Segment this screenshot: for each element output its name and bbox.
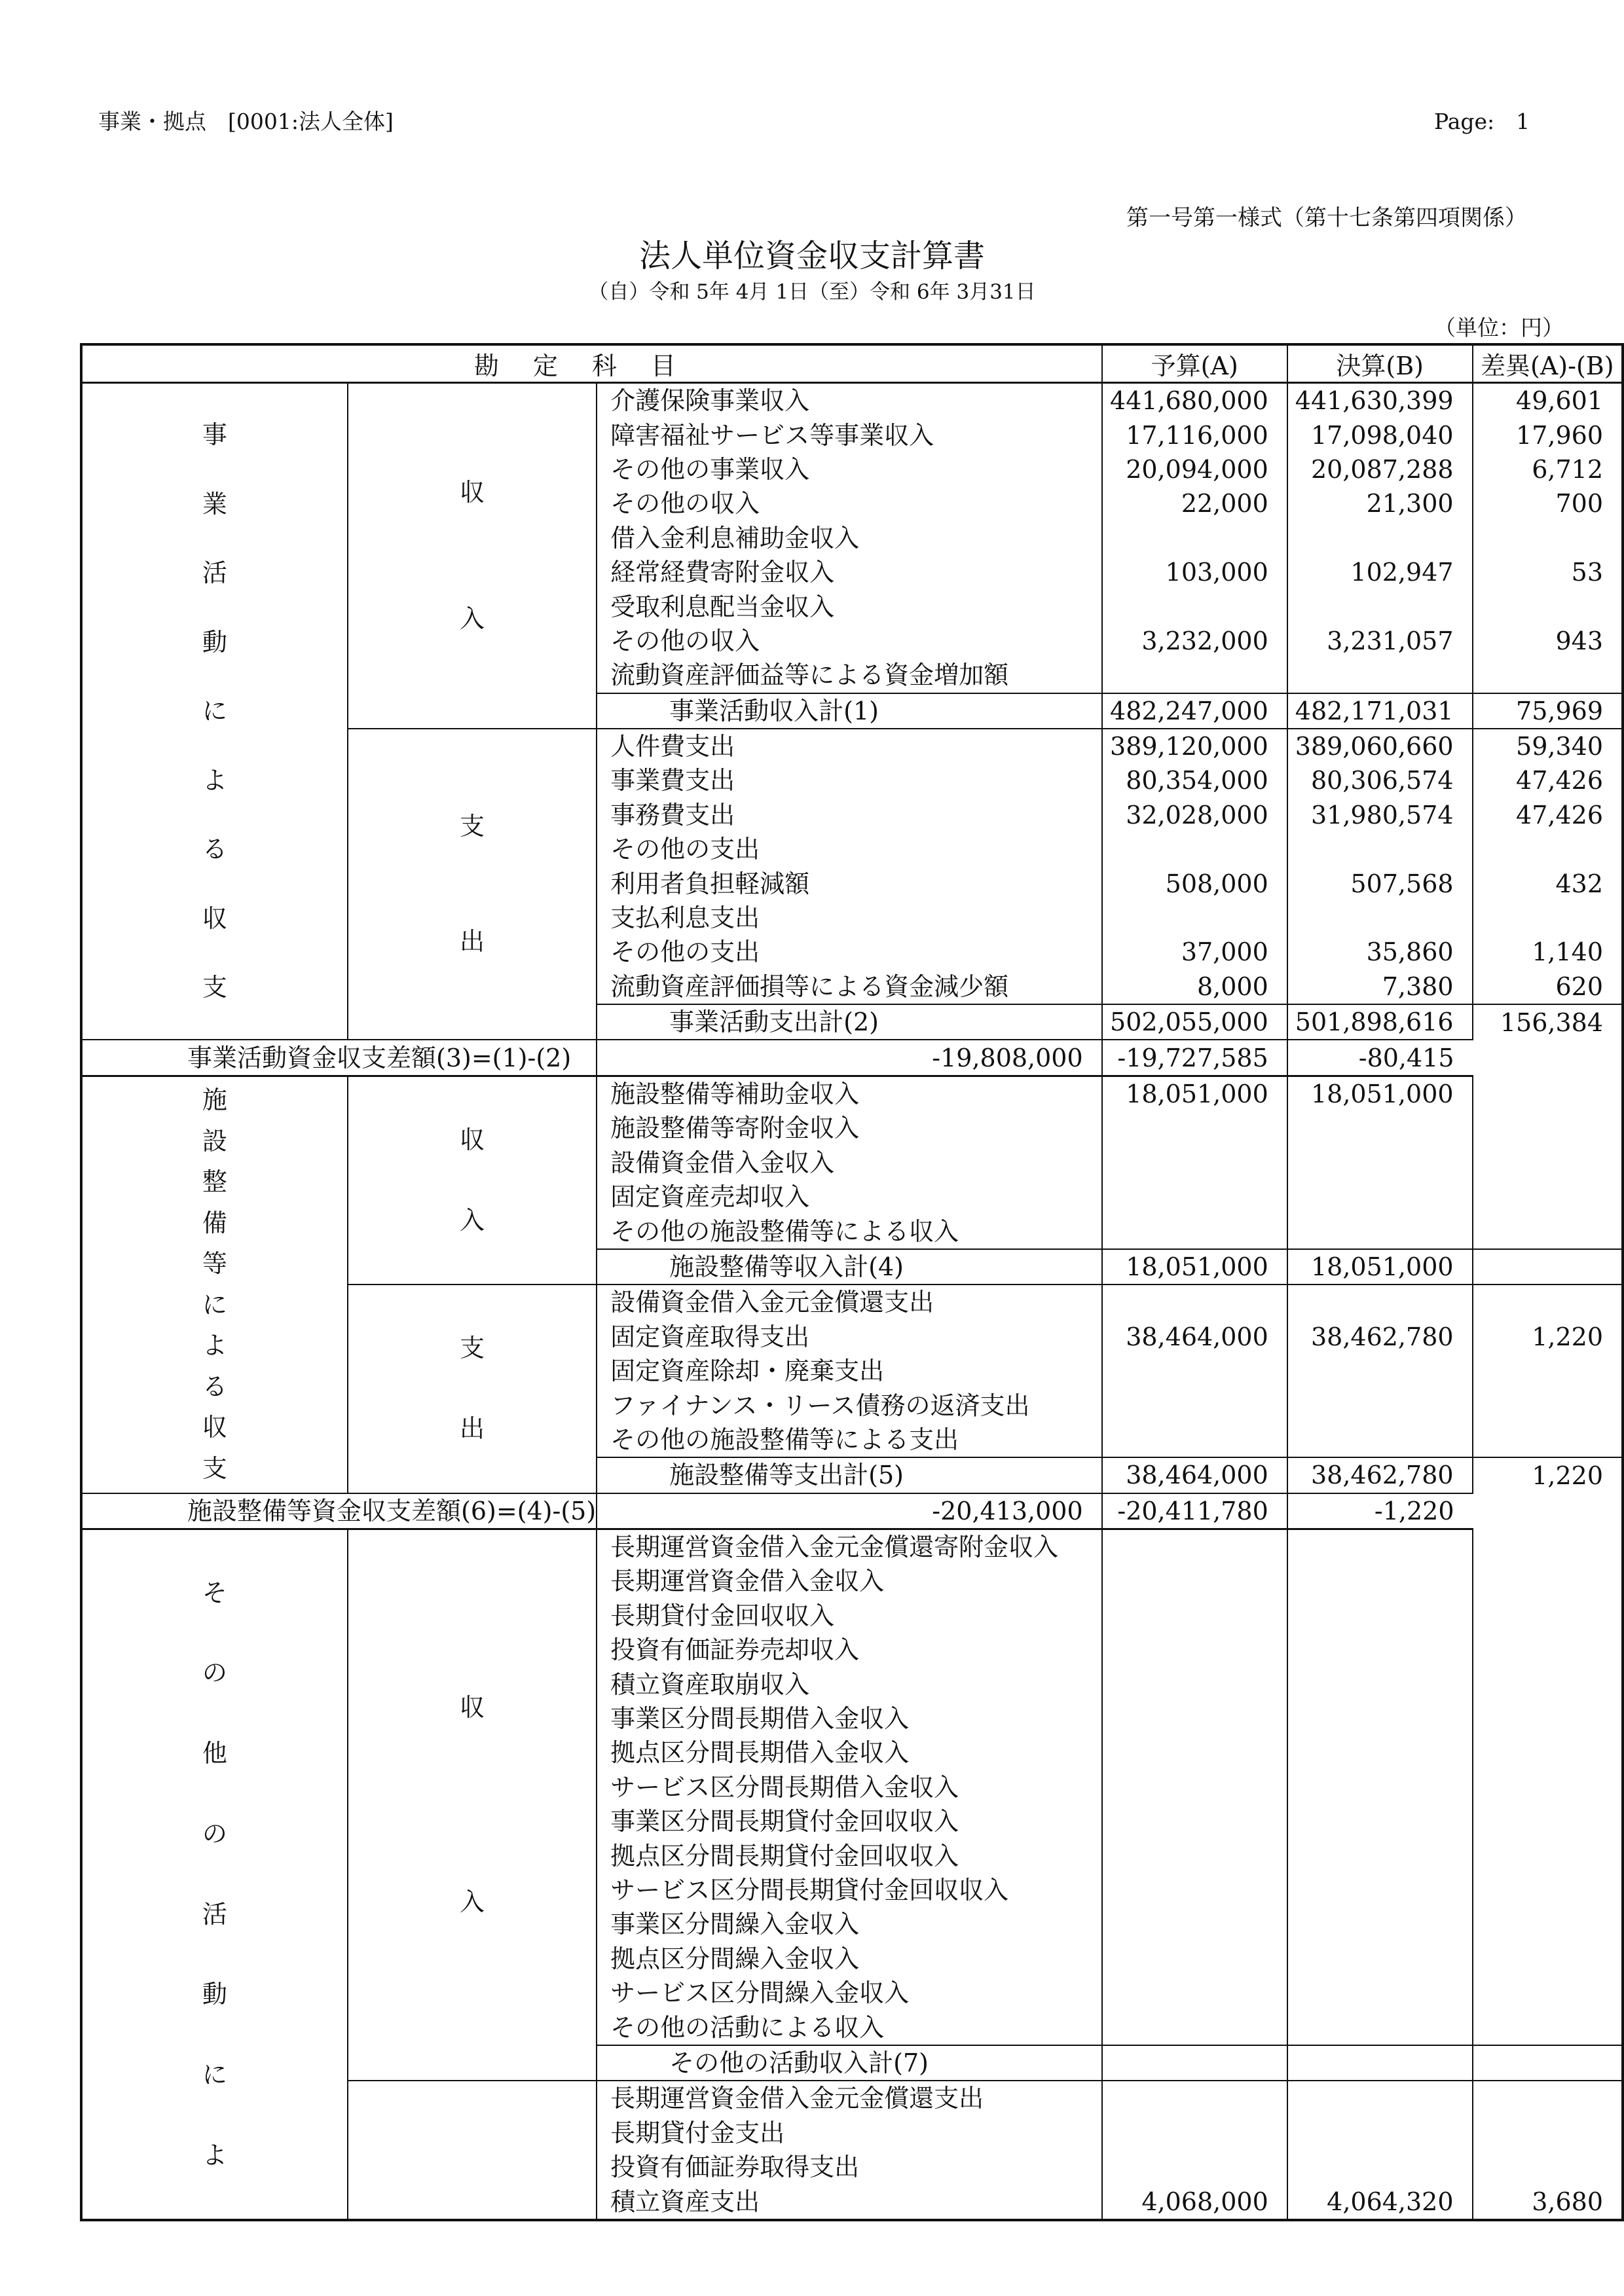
actual-value: [1287, 1146, 1473, 1180]
line-item-label: 事業区分間繰入金収入: [610, 1910, 860, 1939]
income-label-char: 入: [459, 604, 485, 633]
difference-value: [1473, 1976, 1623, 2010]
line-item-label: 施設整備等寄附金収入: [610, 1114, 860, 1143]
section-operating-label-char: 活: [202, 558, 227, 588]
budget-value: 20,094,000: [1102, 452, 1287, 486]
actual-value: [1287, 521, 1473, 555]
difference-value: [1473, 1564, 1623, 1598]
line-item-label: 受取利息配当金収入: [610, 592, 835, 621]
section-operating-label-char: 業: [202, 489, 227, 519]
budget-value: [1102, 2150, 1287, 2184]
table-row: [81, 1076, 1623, 1111]
line-item-label: その他の支出: [610, 835, 760, 864]
difference-value: [1473, 1180, 1623, 1214]
budget-value: 508,000: [1102, 866, 1287, 900]
budget-value: 389,120,000: [1102, 729, 1287, 763]
actual-value: 4,064,320: [1287, 2184, 1473, 2219]
section-facility-label-char: よ: [202, 1331, 227, 1360]
line-item-label: 流動資産評価益等による資金増加額: [610, 661, 1009, 690]
section-facility-label-char: 収: [202, 1413, 227, 1442]
unit-label: （単位：円）: [1434, 315, 1564, 340]
table-row: [81, 1529, 1623, 1564]
difference-value: [1473, 901, 1623, 935]
actual-value: [1287, 1214, 1473, 1248]
actual-value: [1287, 1388, 1473, 1422]
actual-value: 38,462,780: [1287, 1320, 1473, 1354]
budget-value: [1102, 832, 1287, 866]
expense-label-char: 出: [459, 926, 485, 956]
budget-value: [1102, 901, 1287, 935]
difference-value: 3,680: [1473, 2184, 1623, 2219]
budget-value: [1102, 1838, 1287, 1872]
line-item-label: 事務費支出: [610, 800, 735, 829]
difference-value: [1473, 832, 1623, 866]
budget-value: [1102, 1633, 1287, 1667]
actual-value: 501,898,616: [1287, 1004, 1473, 1040]
line-item-label: 支払利息支出: [610, 903, 760, 933]
section-other-label-char: そ: [202, 1578, 227, 1607]
line-item-label: その他の施設整備等による支出: [610, 1425, 959, 1454]
section-facility-label: [81, 1076, 348, 1493]
difference-value: 620: [1473, 970, 1623, 1004]
actual-value: 389,060,660: [1287, 729, 1473, 763]
difference-value: 1,220: [1473, 1457, 1623, 1493]
section-other-label-char: よ: [202, 2140, 227, 2170]
actual-value: 21,300: [1287, 486, 1473, 520]
section-facility-label-char: 備: [202, 1208, 227, 1237]
subtotal-label: 事業活動支出計(2): [597, 1004, 1102, 1040]
actual-value: [1287, 2116, 1473, 2150]
actual-value: [1287, 1180, 1473, 1214]
line-item-label: 事業費支出: [610, 766, 735, 795]
difference-value: 1,140: [1473, 935, 1623, 969]
expense-label-char: 支: [459, 812, 485, 841]
line-item-label: 借入金利息補助金収入: [610, 523, 860, 553]
actual-value: 507,568: [1287, 866, 1473, 900]
actual-value: [1287, 1354, 1473, 1388]
difference-value: [1473, 1770, 1623, 1804]
line-item-label: 固定資産売却収入: [610, 1182, 810, 1212]
income-label: [348, 383, 597, 729]
line-item-label: 拠点区分間長期貸付金回収収入: [610, 1841, 959, 1870]
difference-value: [1473, 2010, 1623, 2045]
budget-value: 4,068,000: [1102, 2184, 1287, 2219]
actual-value: 35,860: [1287, 935, 1473, 969]
difference-value: 700: [1473, 486, 1623, 520]
budget-value: 502,055,000: [1102, 1004, 1287, 1040]
budget-value: [1102, 1702, 1287, 1736]
difference-value: 59,340: [1473, 729, 1623, 763]
difference-value: [1473, 1111, 1623, 1145]
actual-value: [1287, 1804, 1473, 1838]
budget-value: -19,808,000: [597, 1040, 1102, 1076]
difference-value: [1473, 1873, 1623, 1907]
budget-value: 3,232,000: [1102, 624, 1287, 658]
line-item-label: その他の支出: [610, 938, 760, 967]
column-header-budget: 予算(A): [1102, 344, 1287, 383]
budget-value: [1102, 1354, 1287, 1388]
budget-value: 18,051,000: [1102, 1249, 1287, 1285]
actual-value: 38,462,780: [1287, 1457, 1473, 1493]
difference-value: [1473, 589, 1623, 623]
difference-value: [1473, 2116, 1623, 2150]
line-item-label: 長期貸付金支出: [610, 2118, 785, 2147]
actual-value: 20,087,288: [1287, 452, 1473, 486]
subtotal-label: その他の活動収入計(7): [597, 2045, 1102, 2081]
facility-difference-row: [81, 1493, 1623, 1529]
expense-label-char: 支: [459, 1334, 485, 1363]
section-facility-label-char: に: [202, 1290, 227, 1319]
line-item-label: 施設整備等補助金収入: [610, 1080, 860, 1108]
line-item-label: ファイナンス・リース債務の返済支出: [610, 1391, 1030, 1420]
actual-value: [1287, 1423, 1473, 1457]
line-item-label: 経常経費寄附金収入: [610, 558, 835, 587]
actual-value: [1287, 1702, 1473, 1736]
budget-value: 441,680,000: [1102, 383, 1287, 418]
difference-value: -80,415: [1287, 1040, 1473, 1076]
line-item-label: 利用者負担軽減額: [610, 869, 810, 898]
section-other-label-char: 他: [202, 1739, 227, 1768]
expense-label-char: 出: [459, 1414, 485, 1444]
budget-value: [1102, 1529, 1287, 1564]
budget-value: 22,000: [1102, 486, 1287, 520]
difference-value: [1473, 1388, 1623, 1422]
difference-value: [1473, 2150, 1623, 2184]
actual-value: 482,171,031: [1287, 693, 1473, 729]
section-operating-label-char: 事: [202, 420, 227, 450]
line-item-label: その他の事業収入: [610, 454, 810, 484]
budget-value: [1102, 1111, 1287, 1145]
line-item-label: その他の施設整備等による収入: [610, 1216, 959, 1246]
difference-value: [1473, 1146, 1623, 1180]
difference-value: -1,220: [1287, 1493, 1473, 1529]
difference-value: [1473, 1076, 1623, 1111]
subtotal-label: 施設整備等支出計(5): [597, 1457, 1102, 1493]
difference-value: [1473, 1804, 1623, 1838]
line-item-label: 固定資産除却・廃棄支出: [610, 1357, 885, 1386]
actual-value: [1287, 1564, 1473, 1598]
difference-value: [1473, 1838, 1623, 1872]
line-item-label: 長期運営資金借入金収入: [610, 1567, 885, 1596]
line-item-label: サービス区分間長期貸付金回収収入: [610, 1875, 1009, 1904]
actual-value: [1287, 658, 1473, 693]
budget-value: [1102, 1599, 1287, 1633]
document-title: 法人単位資金収支計算書: [638, 238, 985, 274]
column-header-diff: 差異(A)-(B): [1473, 344, 1623, 383]
difference-value: [1473, 1214, 1623, 1248]
line-item-label: 設備資金借入金元金償還支出: [610, 1288, 934, 1317]
budget-value: [1102, 1873, 1287, 1907]
actual-value: 17,098,040: [1287, 418, 1473, 452]
actual-value: [1287, 1633, 1473, 1667]
difference-value: [1473, 2045, 1623, 2081]
expense-label: [348, 2081, 597, 2220]
actual-value: [1287, 1873, 1473, 1907]
income-label-char: 入: [459, 1206, 485, 1235]
actual-value: [1287, 901, 1473, 935]
budget-value: 18,051,000: [1102, 1076, 1287, 1111]
cashflow-statement-table: [80, 343, 1624, 2221]
section-facility-label-char: 設: [202, 1126, 227, 1156]
actual-value: [1287, 1907, 1473, 1941]
actual-value: [1287, 2150, 1473, 2184]
line-item-label: その他の収入: [610, 626, 760, 655]
line-item-label: 設備資金借入金収入: [610, 1148, 835, 1177]
expense-label: [348, 1285, 597, 1493]
budget-value: [1102, 1942, 1287, 1976]
actual-value: 102,947: [1287, 555, 1473, 589]
section-operating-label-char: よ: [202, 765, 227, 795]
actual-value: [1287, 1942, 1473, 1976]
line-item-label: 拠点区分間長期借入金収入: [610, 1738, 910, 1768]
line-item-label: 積立資産取崩収入: [610, 1669, 810, 1699]
column-header-actual: 決算(B): [1287, 344, 1473, 383]
income-label-char: 収: [459, 1692, 485, 1722]
budget-value: 37,000: [1102, 935, 1287, 969]
actual-value: [1287, 1976, 1473, 2010]
line-item-label: その他の収入: [610, 489, 760, 519]
budget-value: [1102, 1146, 1287, 1180]
difference-value: [1473, 1529, 1623, 1564]
expense-label: [348, 729, 597, 1040]
actual-value: [1287, 589, 1473, 623]
budget-value: [1102, 1180, 1287, 1214]
income-label-char: 収: [459, 1125, 485, 1154]
line-item-label: 投資有価証券売却収入: [610, 1635, 860, 1665]
section-operating-label-char: 動: [202, 627, 227, 657]
line-item-label: その他の活動による収入: [610, 2013, 885, 2042]
section-facility-label-char: 施: [202, 1085, 227, 1115]
difference-value: [1473, 1942, 1623, 1976]
actual-value: [1287, 2081, 1473, 2115]
budget-value: 32,028,000: [1102, 798, 1287, 832]
section-other-label-char: 活: [202, 1899, 227, 1929]
actual-value: -20,411,780: [1102, 1493, 1287, 1529]
page-number: Page: 1: [1434, 109, 1530, 134]
line-item-label: 事業区分間長期貸付金回収収入: [610, 1807, 959, 1836]
section-facility-label-char: 等: [202, 1249, 227, 1279]
line-item-label: 拠点区分間繰入金収入: [610, 1944, 860, 1973]
difference-label: 事業活動資金収支差額(3)=(1)-(2): [81, 1040, 597, 1076]
line-item-label: 長期運営資金借入金元金償還支出: [610, 2084, 984, 2113]
difference-value: [1473, 1907, 1623, 1941]
actual-value: [1287, 1838, 1473, 1872]
actual-value: 7,380: [1287, 970, 1473, 1004]
actual-value: 18,051,000: [1287, 1076, 1473, 1111]
section-operating-label: [81, 383, 348, 1040]
budget-value: 103,000: [1102, 555, 1287, 589]
line-item-label: サービス区分間繰入金収入: [610, 1978, 910, 2008]
budget-value: [1102, 1285, 1287, 1319]
budget-value: [1102, 1907, 1287, 1941]
income-label: [348, 1076, 597, 1285]
difference-value: [1473, 2081, 1623, 2115]
budget-value: [1102, 2081, 1287, 2115]
budget-value: [1102, 1667, 1287, 1701]
difference-value: 6,712: [1473, 452, 1623, 486]
difference-value: [1473, 1633, 1623, 1667]
budget-value: [1102, 1423, 1287, 1457]
actual-value: [1287, 1770, 1473, 1804]
actual-value: 18,051,000: [1287, 1249, 1473, 1285]
difference-value: 156,384: [1473, 1004, 1623, 1040]
budget-value: -20,413,000: [597, 1493, 1102, 1529]
difference-value: 47,426: [1473, 763, 1623, 797]
difference-value: 1,220: [1473, 1320, 1623, 1354]
subtotal-label: 事業活動収入計(1): [597, 693, 1102, 729]
budget-value: 8,000: [1102, 970, 1287, 1004]
section-operating-label-char: る: [202, 835, 227, 864]
budget-value: 17,116,000: [1102, 418, 1287, 452]
line-item-label: 長期運営資金借入金元金償還寄附金収入: [610, 1533, 1059, 1562]
budget-value: 38,464,000: [1102, 1320, 1287, 1354]
budget-value: [1102, 2010, 1287, 2045]
section-facility-label-char: 整: [202, 1167, 227, 1197]
actual-value: [1287, 1736, 1473, 1770]
section-other-label-char: の: [202, 1658, 227, 1688]
difference-value: [1473, 1249, 1623, 1285]
budget-value: [1102, 589, 1287, 623]
actual-value: [1287, 2010, 1473, 2045]
difference-value: 49,601: [1473, 383, 1623, 418]
actual-value: [1287, 832, 1473, 866]
difference-value: 47,426: [1473, 798, 1623, 832]
line-item-label: 固定資産取得支出: [610, 1322, 810, 1351]
section-operating-label-char: 支: [202, 972, 227, 1002]
difference-value: [1473, 1285, 1623, 1319]
actual-value: 3,231,057: [1287, 624, 1473, 658]
actual-value: 31,980,574: [1287, 798, 1473, 832]
difference-value: 75,969: [1473, 693, 1623, 729]
difference-value: [1473, 1736, 1623, 1770]
operating-difference-row: [81, 1040, 1623, 1076]
budget-value: [1102, 1804, 1287, 1838]
budget-value: [1102, 658, 1287, 693]
section-facility-label-char: る: [202, 1372, 227, 1401]
difference-value: [1473, 1667, 1623, 1701]
income-label: [348, 1529, 597, 2081]
section-operating-label-char: に: [202, 697, 227, 726]
budget-value: 482,247,000: [1102, 693, 1287, 729]
income-label-char: 入: [459, 1887, 485, 1917]
section-other-label-char: の: [202, 1819, 227, 1848]
difference-value: 432: [1473, 866, 1623, 900]
line-item-label: 介護保険事業収入: [610, 386, 810, 416]
difference-value: [1473, 1599, 1623, 1633]
actual-value: [1287, 2045, 1473, 2081]
actual-value: -19,727,585: [1102, 1040, 1287, 1076]
line-item-label: 長期貸付金回収収入: [610, 1601, 835, 1630]
budget-value: [1102, 521, 1287, 555]
table-row: [81, 383, 1623, 418]
actual-value: [1287, 1285, 1473, 1319]
form-reference: 第一号第一様式（第十七条第四項関係）: [1126, 205, 1527, 231]
budget-value: [1102, 2045, 1287, 2081]
difference-value: 943: [1473, 624, 1623, 658]
line-item-label: サービス区分間長期借入金収入: [610, 1772, 959, 1802]
section-other-label: [81, 1529, 348, 2219]
line-item-label: 投資有価証券取得支出: [610, 2153, 860, 2182]
line-item-label: 人件費支出: [610, 732, 735, 761]
difference-value: [1473, 1423, 1623, 1457]
actual-value: [1287, 1667, 1473, 1701]
line-item-label: 積立資産支出: [610, 2187, 760, 2216]
budget-value: [1102, 1388, 1287, 1422]
header-entity: 事業・拠点 [0001:法人全体]: [98, 109, 394, 134]
difference-value: [1473, 658, 1623, 693]
difference-value: [1473, 1702, 1623, 1736]
difference-value: 53: [1473, 555, 1623, 589]
section-other-label-char: に: [202, 2060, 227, 2090]
difference-value: 17,960: [1473, 418, 1623, 452]
actual-value: [1287, 1529, 1473, 1564]
section-operating-label-char: 収: [202, 903, 227, 933]
actual-value: 80,306,574: [1287, 763, 1473, 797]
income-label-char: 収: [459, 477, 485, 507]
budget-value: 38,464,000: [1102, 1457, 1287, 1493]
budget-value: [1102, 1976, 1287, 2010]
difference-label: 施設整備等資金収支差額(6)=(4)-(5): [81, 1493, 597, 1529]
budget-value: [1102, 1214, 1287, 1248]
budget-value: [1102, 1770, 1287, 1804]
fiscal-period: （自）令和 5年 4月 1日（至）令和 6年 3月31日: [588, 280, 1036, 304]
difference-value: [1473, 521, 1623, 555]
actual-value: 441,630,399: [1287, 383, 1473, 418]
line-item-label: 事業区分間長期借入金収入: [610, 1704, 910, 1734]
budget-value: [1102, 2116, 1287, 2150]
difference-value: [1473, 1354, 1623, 1388]
actual-value: [1287, 1599, 1473, 1633]
section-facility-label-char: 支: [202, 1453, 227, 1483]
budget-value: 80,354,000: [1102, 763, 1287, 797]
actual-value: [1287, 1111, 1473, 1145]
subtotal-label: 施設整備等収入計(4): [597, 1249, 1102, 1285]
statement-body: [81, 383, 1623, 2220]
budget-value: [1102, 1564, 1287, 1598]
section-other-label-char: 動: [202, 1980, 227, 2009]
line-item-label: 流動資産評価損等による資金減少額: [610, 972, 1009, 1001]
line-item-label: 障害福祉サービス等事業収入: [610, 420, 934, 450]
column-header-subject: 勘定科目: [81, 344, 1102, 383]
budget-value: [1102, 1736, 1287, 1770]
